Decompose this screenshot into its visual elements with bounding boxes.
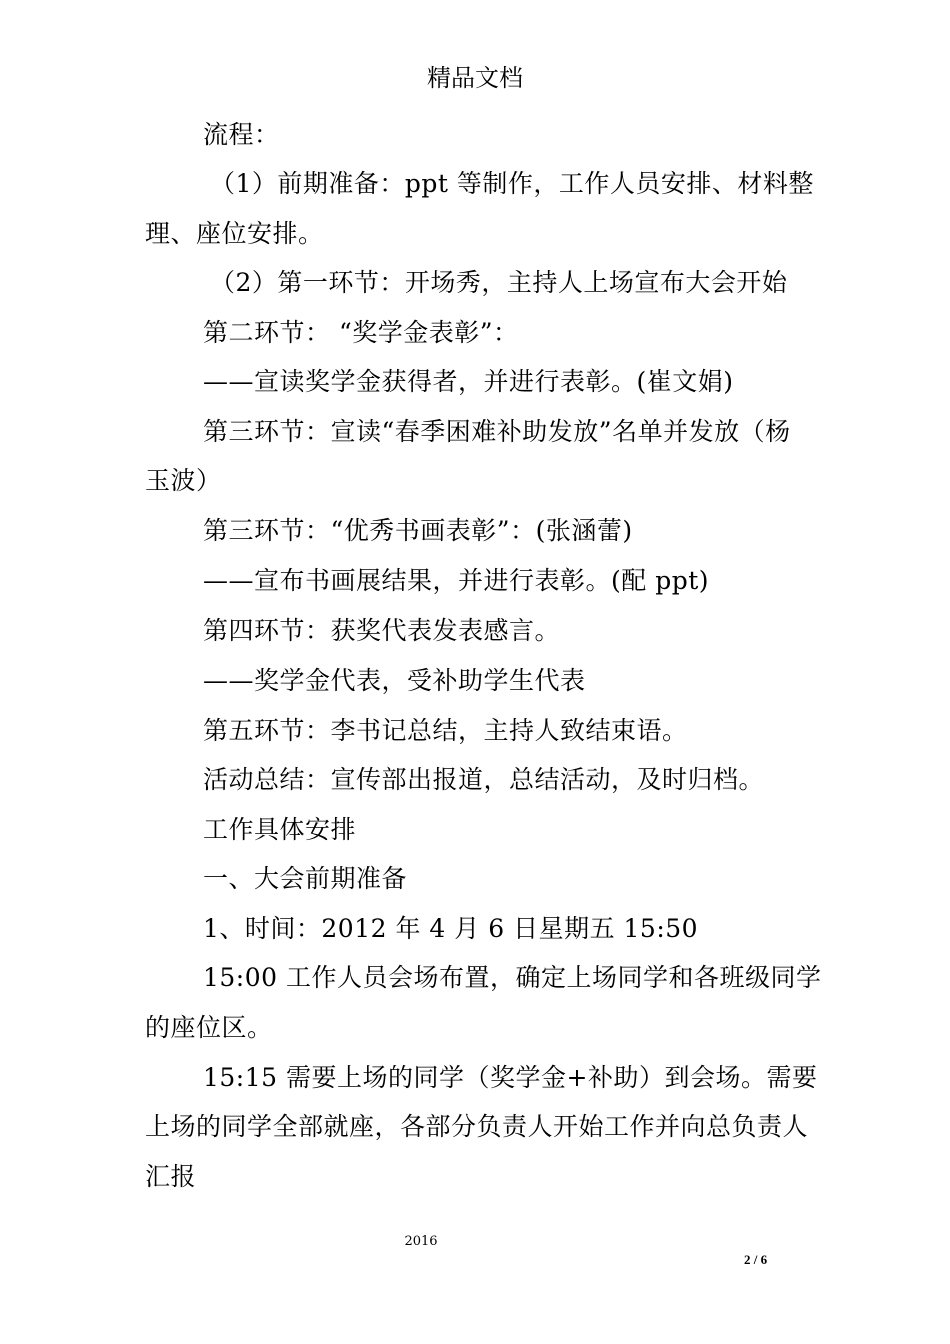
- text-line: 玉波）: [145, 466, 222, 495]
- text-line: 一、大会前期准备: [203, 864, 408, 893]
- text-line: 工作具体安排: [203, 815, 357, 844]
- text-line: ——宣读奖学金获得者，并进行表彰。(崔文娟): [203, 367, 734, 396]
- text-line: 理、座位安排。: [145, 219, 324, 248]
- page-header-title: 精品文档: [427, 64, 523, 92]
- text-line: 第四环节：获奖代表发表感言。: [203, 616, 561, 645]
- text-line: 第三环节：“优秀书画表彰”：(张涵蕾): [203, 516, 633, 545]
- text-line: 流程：: [203, 120, 280, 149]
- text-line: 第三环节：宣读“春季困难补助发放”名单并发放（杨: [203, 417, 791, 446]
- text-line: （1）前期准备：ppt 等制作，工作人员安排、材料整: [210, 169, 814, 198]
- text-line: （2）第一环节：开场秀，主持人上场宣布大会开始: [210, 268, 788, 297]
- text-line: 汇报: [145, 1162, 197, 1191]
- page-number: 2 / 6: [744, 1252, 768, 1267]
- text-line: 15:15 需要上场的同学（奖学金+补助）到会场。需要: [203, 1063, 818, 1092]
- text-line: 1、时间：2012 年 4 月 6 日星期五 15:50: [203, 914, 699, 943]
- text-line: 的座位区。: [145, 1013, 273, 1042]
- text-line: 15:00 工作人员会场布置，确定上场同学和各班级同学: [203, 963, 822, 992]
- text-line: ——宣布书画展结果，并进行表彰。(配 ppt): [203, 566, 710, 595]
- footer-year: 2016: [404, 1234, 438, 1249]
- text-line: 第二环节： “奖学金表彰”：: [203, 318, 519, 347]
- text-line: 第五环节：李书记总结，主持人致结束语。: [203, 716, 688, 745]
- text-line: ——奖学金代表，受补助学生代表: [203, 666, 586, 695]
- text-line: 活动总结：宣传部出报道，总结活动，及时归档。: [203, 765, 765, 794]
- text-line: 上场的同学全部就座，各部分负责人开始工作并向总负责人: [145, 1112, 809, 1141]
